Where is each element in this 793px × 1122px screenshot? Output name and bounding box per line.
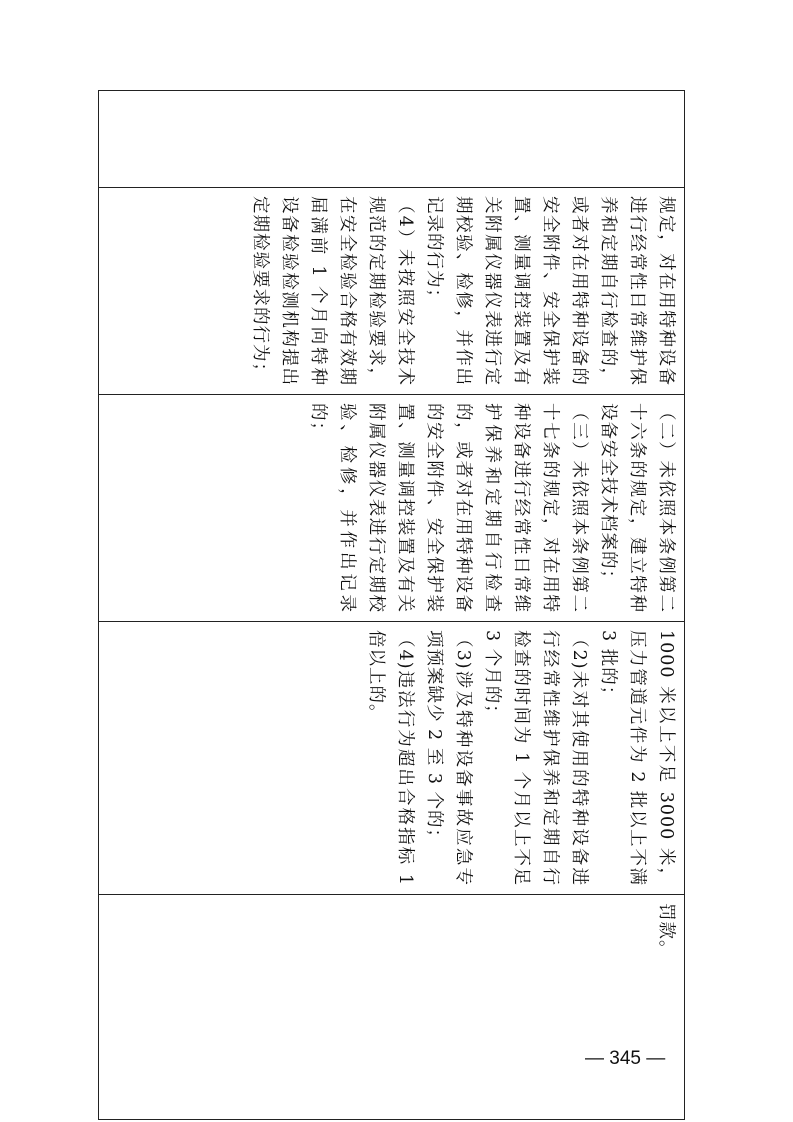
table-cell-behavior-description (99, 188, 685, 395)
behavior-paragraph: 规定，对在用特种设备进行经常性日常维护保养和定期自行检查的，或者对在用特种设备的安全附件、安全保护装置、测量调控装置及有关附属仪器仪表进行定期校验、检修，并作出记录的行为； (424, 196, 676, 386)
legal-basis-paragraph: （三）未依照本条例第二十七条的规定，对在用特种设备进行经常性日常维护保养和定期自行检查的，或者对在用特种设备的安全附件、安全保护装置、测量调控装置及有关附属仪器仪表进行定期校验、检修，并作出记录的； (308, 403, 589, 613)
circumstance-paragraph: 1000 米以上不足 3000 米，压力管道元件为 2 批以上不满 3 批的； (598, 630, 676, 886)
rotated-page-content (98, 90, 685, 1034)
table-row (99, 91, 685, 1120)
circumstance-paragraph: （4)违法行为超出合格指标 1 倍以上的。 (366, 630, 415, 886)
behavior-paragraph: （4）未按照安全技术规范的定期检验要求，在安全检验合格有效期届满前 1 个月向特种设备检验检测机构提出定期检验要求的行为； (250, 196, 415, 386)
table-cell-penalty (99, 895, 685, 1120)
table-cell-circumstances (99, 622, 685, 895)
regulation-table-sheet (98, 90, 685, 1034)
penalty-paragraph: 罚款。 (656, 903, 676, 959)
circumstance-paragraph: （2)未对其使用的特种设备进行经常性维护保养和定期自行检查的时间为 1 个月以上不足 3 个月的； (482, 630, 589, 886)
circumstance-paragraph: （3)涉及特种设备事故应急专项预案缺少 2 至 3 个的； (424, 630, 473, 886)
table-cell-legal-basis (99, 395, 685, 622)
page-number: — 345 — (585, 1048, 666, 1069)
table-cell-empty (99, 91, 685, 188)
regulation-table (98, 90, 685, 1120)
legal-basis-paragraph: （二）未依照本条例第二十六条的规定，建立特种设备安全技术档案的； (598, 403, 676, 613)
